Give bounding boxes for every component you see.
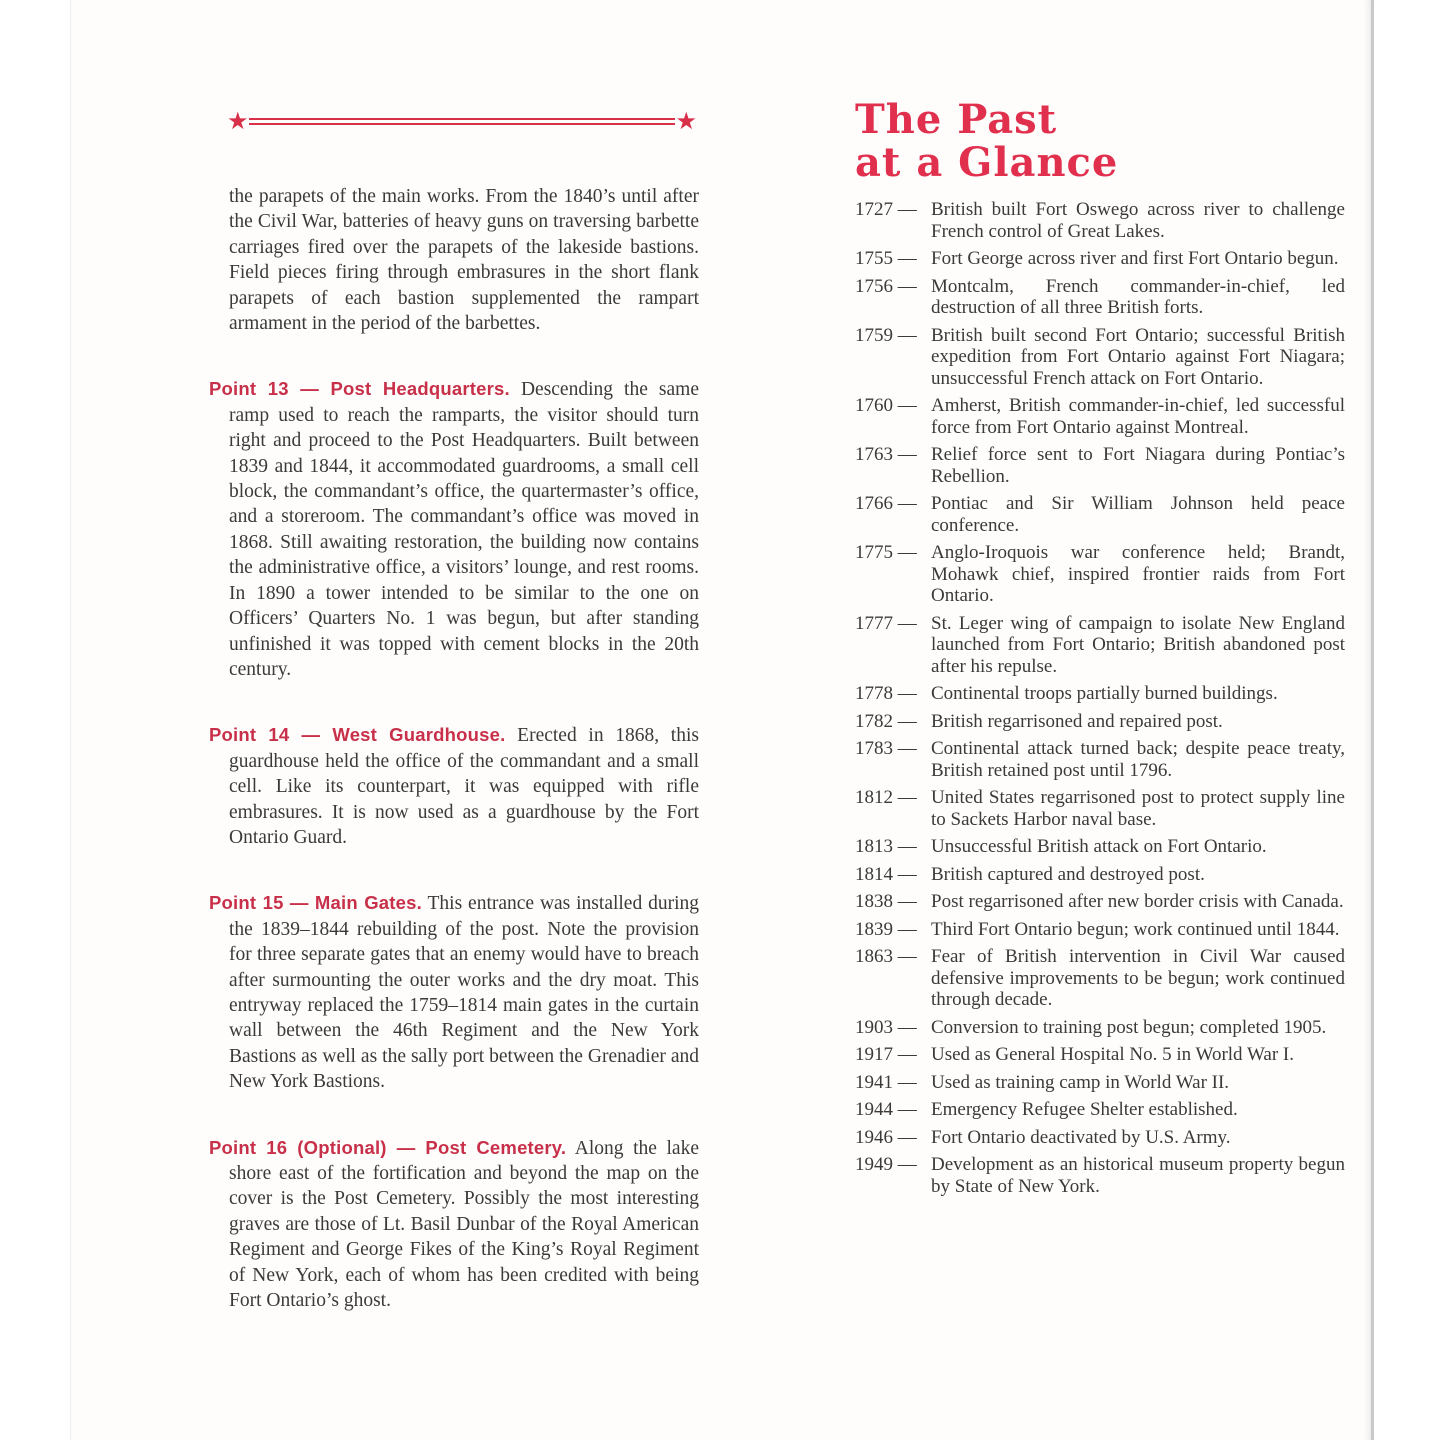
timeline-year: 1775 — [855,542,917,563]
timeline-text: Relief force sent to Fort Niagara during Pontiac’s Rebellion. [931,444,1345,487]
page-title [855,98,1345,184]
timeline-entry [855,919,1345,941]
timeline-year: 1863 — [855,946,917,967]
timeline-entry [855,1072,1345,1094]
timeline-year: 1946 — [855,1126,917,1148]
timeline-text: Third Fort Ontario begun; work continued until 1844. [931,918,1340,940]
timeline-entry [855,613,1345,678]
title-line-2: at a Glance [855,139,1119,186]
timeline-year: 1838 — [855,891,917,912]
timeline-text: British regarrisoned and repaired post. [931,710,1223,732]
timeline-entry [855,276,1345,319]
timeline-entry [855,1017,1345,1039]
point-heading: Point 13 — Post Headquarters. [209,378,510,400]
timeline-entry [855,1099,1345,1121]
point-16 [209,1135,699,1314]
timeline-text: Fort George across river and first Fort Ontario begun. [931,248,1339,269]
timeline-text: Continental troops partially burned buildings. [931,683,1278,704]
timeline-year: 1903 — [855,1016,917,1038]
timeline-text: Montcalm, French commander-in-chief, led destruction of all three British forts. [931,275,1345,318]
timeline-year: 1813 — [855,836,917,857]
timeline-text: Fear of British intervention in Civil War caused defensive improvements to be begun; work continued through decade. [931,946,1345,1010]
point-body: Descending the same ramp used to reach the ramparts, the visitor should turn right and proceed to the Post Headquarters. Built between 1839 and 1844, it accommodated guardrooms, a small cell block, the commandant’s office, the quartermaster’s office, and a storeroom. The commandant’s office was moved in 1868. Still awaiting restoration, the building now contains the administrative office, a visitors’ lounge, and rest rooms. In 1890 a tower intended to be similar to the one on Officers’ Quarters No. 1 was begun, but after standing unfinished it was topped with cement blocks in the 20th century. [229,379,699,680]
point-body: This entrance was installed during the 1839–1844 rebuilding of the post. Note the provision for three separate gates that an enemy would have to breach after surmounting the outer works and the dry moat. This entryway replaced the 1759–1814 main gates in the curtain wall between the 46th Regiment and the New York Bastions as well as the sally port between the Grenadier and New York Bastions. [229,893,699,1093]
timeline-year: 1778 — [855,683,917,704]
timeline-entry [855,891,1345,913]
timeline-entry [855,325,1345,390]
timeline-entry [855,542,1345,607]
timeline-text: Amherst, British commander-in-chief, led successful force from Fort Ontario against Montreal. [931,395,1345,438]
timeline-entry [855,711,1345,733]
timeline-text: Conversion to training post begun; completed 1905. [931,1016,1327,1038]
point-13 [209,376,699,682]
timeline-entry [855,1044,1345,1066]
continued-paragraph: the parapets of the main works. From the 1840’s until after the Civil War, batteries of heavy guns on traversing barbette carriages fired over the parapets of the lakeside bastions. Field pieces firing through embrasures in the short flank parapets of each bastion supplemented the rampart armament in the period of the barbettes. [229,186,699,335]
timeline-year: 1727 — [855,199,917,220]
timeline-year: 1782 — [855,710,917,732]
timeline-year: 1839 — [855,918,917,940]
timeline-text: Continental attack turned back; despite peace treaty, British retained post until 1796. [931,738,1345,781]
timeline-entry [855,493,1345,536]
timeline-list [855,199,1345,1197]
timeline-year: 1756 — [855,275,917,297]
point-15 [209,890,699,1094]
timeline-year: 1755 — [855,248,917,269]
timeline-text: Post regarrisoned after new border crisis with Canada. [931,891,1344,912]
timeline-entry [855,248,1345,270]
timeline-entry [855,1154,1345,1197]
point-heading: Point 14 — West Guardhouse. [209,724,506,746]
point-body: Along the lake shore east of the fortification and beyond the map on the cover is the Post Cemetery. Possibly the most interesting graves are those of Lt. Basil Dunbar of the Royal American Regiment and George Fikes of the King’s Royal Regiment of New York, each of whom has been credited with being Fort Ontario’s ghost. [229,1137,699,1312]
star-icon: ★ [227,109,249,135]
timeline-entry [855,683,1345,705]
timeline-entry [855,738,1345,781]
timeline-text: St. Leger wing of campaign to isolate New England launched from Fort Ontario; British abandoned post after his repulse. [931,612,1345,677]
timeline-year: 1814 — [855,863,917,885]
timeline-text: Anglo-Iroquois war conference held; Brandt, Mohawk chief, inspired frontier raids from Fort Ontario. [931,542,1345,606]
timeline-text: Fort Ontario deactivated by U.S. Army. [931,1126,1231,1148]
timeline-text: British built second Fort Ontario; successful British expedition from Fort Ontario against Fort Niagara; unsuccessful French attack on Fort Ontario. [931,324,1345,389]
timeline-year: 1944 — [855,1099,917,1120]
right-column [855,98,1345,1203]
title-line-1: The Past [855,96,1058,143]
left-column [209,110,699,1313]
timeline-text: Development as an historical museum property begun by State of New York. [931,1154,1345,1197]
timeline-entry [855,199,1345,242]
timeline-year: 1941 — [855,1071,917,1093]
timeline-text: Used as training camp in World War II. [931,1071,1230,1093]
timeline-entry [855,864,1345,886]
point-14 [209,722,699,850]
timeline-year: 1763 — [855,444,917,465]
star-icon: ★ [675,109,697,135]
timeline-year: 1917 — [855,1044,917,1065]
timeline-entry [855,444,1345,487]
brochure-page [70,0,1374,1440]
timeline-year: 1777 — [855,612,917,634]
timeline-year: 1759 — [855,324,917,346]
timeline-year: 1812 — [855,787,917,808]
timeline-text: Emergency Refugee Shelter established. [931,1099,1238,1120]
timeline-year: 1783 — [855,738,917,759]
point-body: Erected in 1868, this guardhouse held the office of the commandant and a small cell. Like its counterpart, it was equipped with rifle embrasures. It is now used as a guardhouse by the Fort Ontario Guard. [229,725,699,848]
timeline-entry [855,787,1345,830]
timeline-year: 1766 — [855,493,917,514]
timeline-entry [855,946,1345,1011]
timeline-text: United States regarrisoned post to protect supply line to Sackets Harbor naval base. [931,787,1345,830]
double-rule [249,118,675,125]
timeline-text: Used as General Hospital No. 5 in World War I. [931,1044,1294,1065]
star-rule-ornament [227,110,697,136]
point-heading: Point 16 (Optional) — Post Cemetery. [209,1136,567,1158]
timeline-year: 1760 — [855,395,917,416]
timeline-text: British captured and destroyed post. [931,863,1205,885]
timeline-text: British built Fort Oswego across river to challenge French control of Great Lakes. [931,199,1345,242]
timeline-entry [855,1127,1345,1149]
timeline-text: Pontiac and Sir William Johnson held peace conference. [931,493,1345,536]
timeline-entry [855,395,1345,438]
timeline-entry [855,836,1345,858]
timeline-text: Unsuccessful British attack on Fort Ontario. [931,836,1267,857]
timeline-year: 1949 — [855,1154,917,1175]
point-heading: Point 15 — Main Gates. [209,892,422,914]
